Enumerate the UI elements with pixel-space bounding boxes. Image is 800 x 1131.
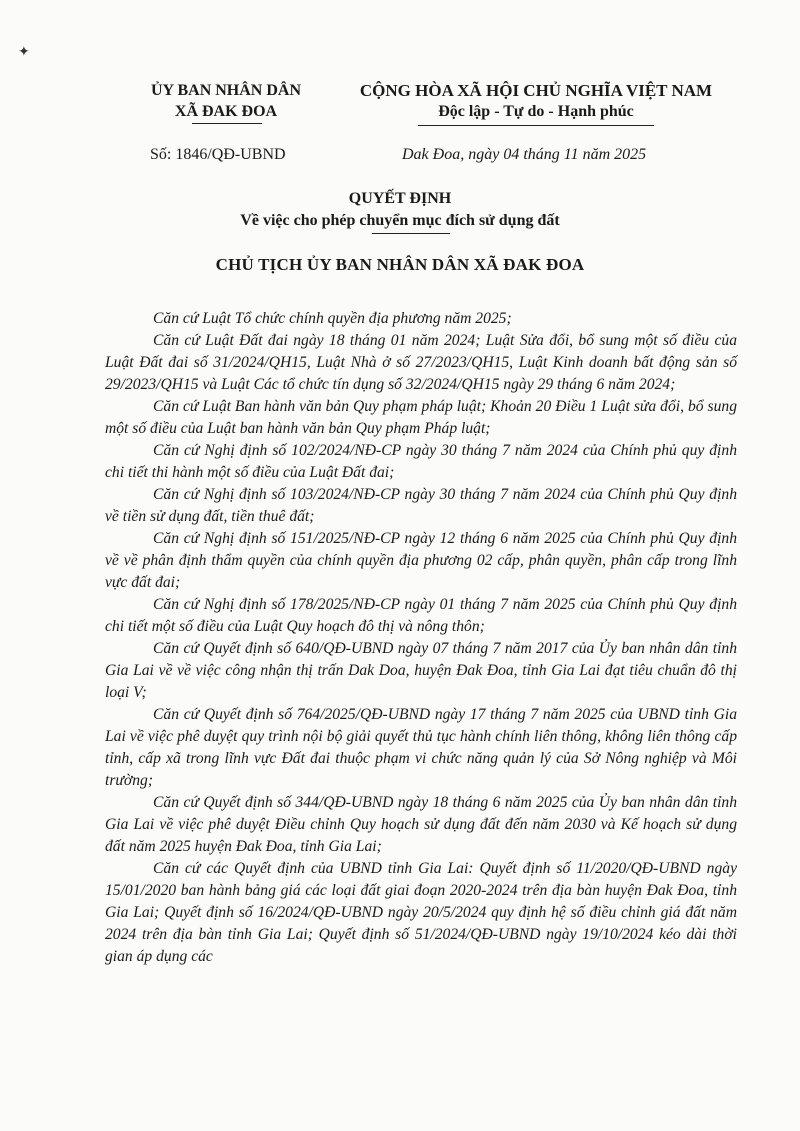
nation-motto: Độc lập - Tự do - Hạnh phúc <box>438 103 634 120</box>
national-header <box>348 80 724 122</box>
legal-basis-paragraph: Căn cứ Nghị định số 178/2025/NĐ-CP ngày 01 tháng 7 năm 2025 của Chính phủ Quy định chi tiết một số điều của Luật Quy hoạch đô thị và nông thôn; <box>105 596 737 635</box>
nation-line-1: CỘNG HÒA XÃ HỘI CHỦ NGHĨA VIỆT NAM <box>359 81 713 100</box>
legal-basis-paragraph: Căn cứ Nghị định số 151/2025/NĐ-CP ngày 12 tháng 6 năm 2025 của Chính phủ Quy định về về phân định thẩm quyền của chính quyền địa phương 02 cấp, phân quyền, phân cấp trong lĩnh vực đất đai; <box>105 530 737 591</box>
issuing-authority: CHỦ TỊCH ỦY BAN NHÂN DÂN XÃ ĐAK ĐOA <box>215 255 585 274</box>
legal-basis-paragraph: Căn cứ Luật Đất đai ngày 18 tháng 01 năm 2024; Luật Sửa đổi, bổ sung một số điều của Luật Đất đai số 31/2024/QH15, Luật Nhà ở số 27/2023/QH15, Luật Kinh doanh bất động sản số 29/2023/QH15 và Luật Các tổ chức tín dụng số 32/2024/QH15 ngày 29 tháng 6 năm 2024; <box>105 332 737 393</box>
document-title: QUYẾT ĐỊNH <box>348 190 452 207</box>
legal-bases <box>105 308 737 968</box>
document-date: Dak Đoa, ngày 04 tháng 11 năm 2025 <box>402 146 647 163</box>
issuing-agency <box>108 80 344 122</box>
scan-mark: ✦ <box>18 45 30 60</box>
subtitle-underline <box>372 233 450 234</box>
agency-line-2: XÃ ĐAK ĐOA <box>174 103 278 120</box>
document-subtitle: Về việc cho phép chuyển mục đích sử dụng đất <box>240 212 560 229</box>
motto-underline <box>418 125 654 126</box>
document-number: Số: 1846/QĐ-UBND <box>150 146 286 163</box>
legal-basis-paragraph: Căn cứ Quyết định số 640/QĐ-UBND ngày 07 tháng 7 năm 2017 của Ủy ban nhân dân tỉnh Gia Lai về về việc công nhận thị trấn Dak Doa, huyện Đak Đoa, tỉnh Gia Lai đạt tiêu chuẩn đô thị loại V; <box>105 640 737 701</box>
agency-underline <box>192 123 262 124</box>
legal-basis-paragraph: Căn cứ Luật Tổ chức chính quyền địa phương năm 2025; <box>153 310 512 327</box>
legal-basis-paragraph: Căn cứ các Quyết định của UBND tỉnh Gia Lai: Quyết định số 11/2020/QĐ-UBND ngày 15/01/2020 ban hành bảng giá các loại đất giai đoạn 2020-2024 trên địa bàn huyện Đak Đoa, tỉnh Gia Lai; Quyết định số 16/2024/QĐ-UBND ngày 20/5/2024 quy định hệ số điều chỉnh giá đất năm 2024 trên địa bàn tỉnh Gia Lai; Quyết định số 51/2024/QĐ-UBND ngày 19/10/2024 kéo dài thời gian áp dụng các <box>105 860 737 965</box>
legal-basis-paragraph: Căn cứ Quyết định số 764/2025/QĐ-UBND ngày 17 tháng 7 năm 2025 của UBND tỉnh Gia Lai về việc phê duyệt quy trình nội bộ giải quyết thủ tục hành chính liên thông, không liên thông cấp tỉnh, cấp xã trong lĩnh vực Đất đai thuộc phạm vi chức năng quản lý của Sở Nông nghiệp và Môi trường; <box>105 706 737 789</box>
legal-basis-paragraph: Căn cứ Nghị định số 103/2024/NĐ-CP ngày 30 tháng 7 năm 2024 của Chính phủ Quy định về tiền sử dụng đất, tiền thuê đất; <box>105 486 737 525</box>
legal-basis-paragraph: Căn cứ Luật Ban hành văn bản Quy phạm pháp luật; Khoản 20 Điều 1 Luật sửa đổi, bổ sung một số điều của Luật ban hành văn bản Quy phạm Pháp luật; <box>105 398 737 437</box>
legal-basis-paragraph: Căn cứ Nghị định số 102/2024/NĐ-CP ngày 30 tháng 7 năm 2024 của Chính phủ quy định chi tiết thi hành một số điều của Luật Đất đai; <box>105 442 737 481</box>
legal-basis-paragraph: Căn cứ Quyết định số 344/QĐ-UBND ngày 18 tháng 6 năm 2025 của Ủy ban nhân dân tỉnh Gia Lai về việc phê duyệt Điều chỉnh Quy hoạch sử dụng đất đến năm 2030 và Kế hoạch sử dụng đất năm 2025 huyện Đak Đoa, tỉnh Gia Lai; <box>105 794 737 855</box>
agency-line-1: ỦY BAN NHÂN DÂN <box>150 82 302 99</box>
